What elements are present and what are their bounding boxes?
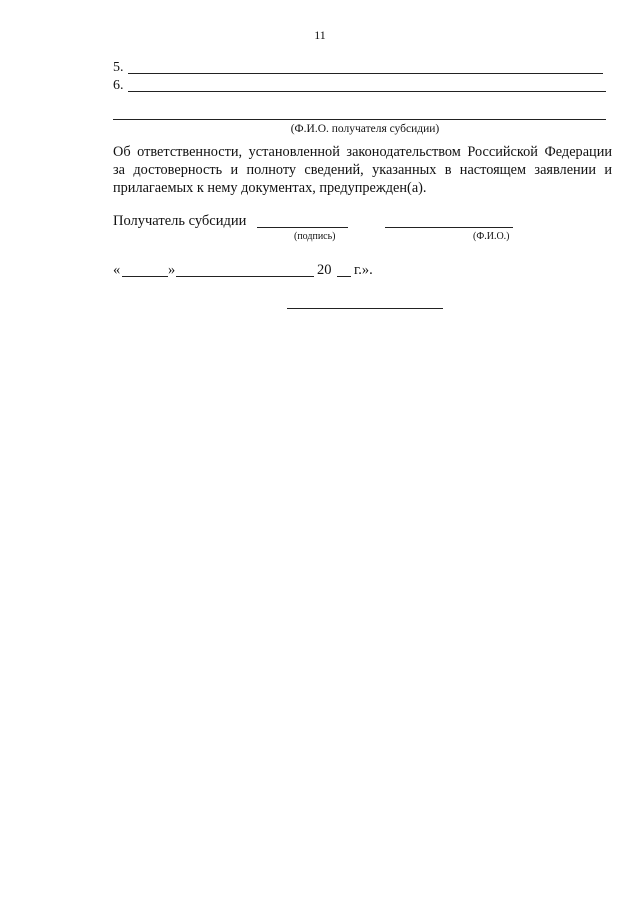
date-suffix: г.». [354, 262, 373, 278]
list-item-5 [113, 60, 606, 77]
page-number: 11 [314, 28, 326, 42]
fio-caption: (Ф.И.О.) [473, 231, 510, 242]
recipient-signature-block [113, 213, 613, 245]
date-year-fill-line [337, 276, 351, 277]
list-item-6-number: 6. [113, 78, 124, 93]
signature-caption: (подпись) [294, 231, 336, 242]
list-item-5-number: 5. [113, 60, 124, 75]
date-line [113, 262, 413, 282]
recipient-name-caption: (Ф.И.О. получателя субсидии) [290, 123, 440, 135]
date-open-quote: « [113, 262, 121, 278]
liability-statement: Об ответственности, установленной законодательством Российской Федерации за достоверность и полноту сведений, указанных в настоящем заявлении и прилагаемых к нему документах, предупрежден(а). [113, 144, 612, 196]
fio-fill-line [385, 227, 513, 228]
closing-separator-line [287, 308, 443, 309]
date-month-fill-line [176, 276, 314, 277]
signature-fill-line [257, 227, 348, 228]
recipient-label: Получатель субсидии [113, 213, 247, 229]
date-year-prefix: 20 [317, 262, 332, 278]
date-day-fill-line [122, 276, 168, 277]
list-item-5-fill-line [128, 73, 603, 74]
list-item-6 [113, 78, 606, 95]
list-item-6-fill-line [128, 91, 606, 92]
date-close-quote: » [168, 262, 176, 278]
recipient-name-fill-line [113, 119, 606, 120]
